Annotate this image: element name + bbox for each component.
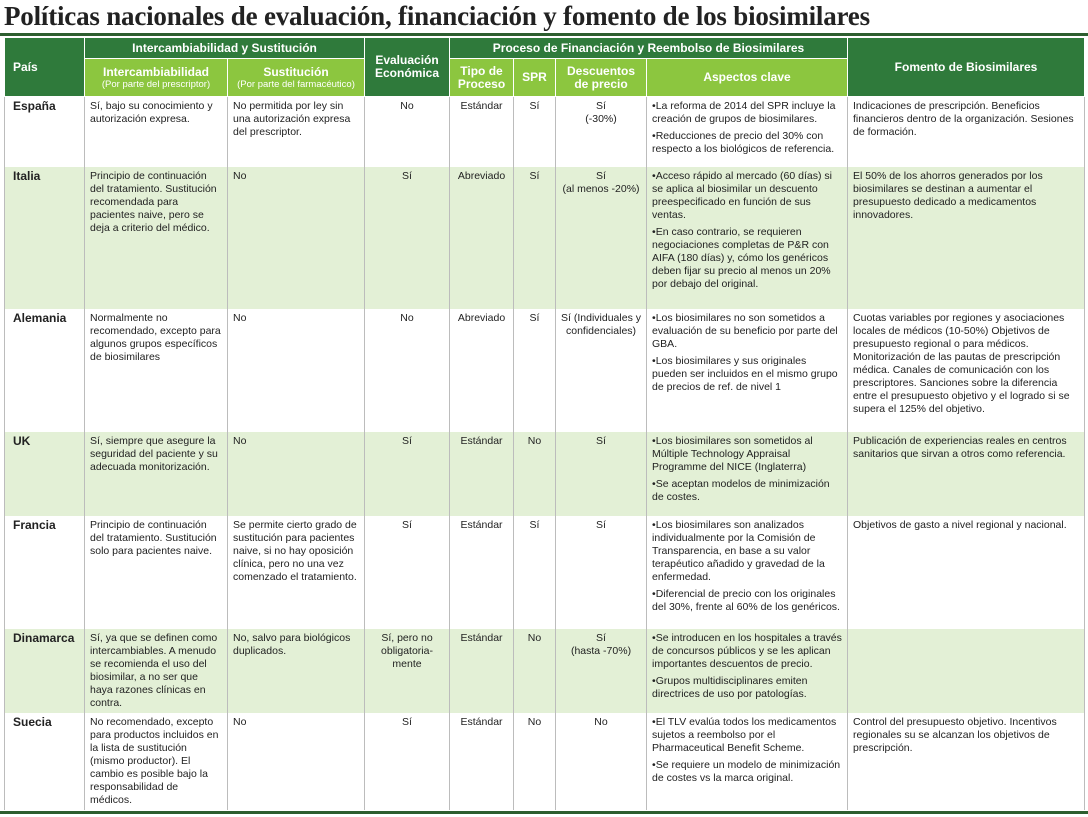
cell-aspectos <box>647 629 848 713</box>
cell-descuentos: Sí <box>556 432 647 516</box>
header-pais: País <box>5 38 85 97</box>
cell-descuentos: Sí (-30%) <box>556 97 647 167</box>
table-row <box>5 432 1085 516</box>
cell-country: Dinamarca <box>5 629 85 713</box>
cell-intercambiabilidad: Principio de continuación del tratamiento. Sustitución recomendada para pacientes naive, pero se deja a criterio del médico. <box>85 167 228 309</box>
cell-tipo: Estándar <box>450 432 514 516</box>
cell-evaluacion: Sí, pero no obligatoria- mente <box>365 629 450 713</box>
cell-aspectos <box>647 516 848 628</box>
cell-aspectos <box>647 97 848 167</box>
aspect-item: •Se aceptan modelos de minimización de costes. <box>652 478 830 504</box>
cell-tipo: Estándar <box>450 97 514 167</box>
cell-intercambiabilidad: Principio de continuación del tratamiento. Sustitución solo para pacientes naive. <box>85 516 228 628</box>
aspect-item: •Se requiere un modelo de minimización de costes vs la marca original. <box>652 758 841 784</box>
cell-evaluacion: Sí <box>365 516 450 628</box>
bottom-rule <box>0 811 1088 814</box>
cell-country: Italia <box>5 167 85 309</box>
header-aspectos: Aspectos clave <box>647 59 848 97</box>
cell-sustitucion: No permitida por ley sin una autorización expresa del prescriptor. <box>228 97 365 167</box>
header-interchange-group: Intercambiabilidad y Sustitución <box>85 38 365 59</box>
cell-tipo: Abreviado <box>450 309 514 432</box>
aspect-item: •La reforma de 2014 del SPR incluye la creación de grupos de biosimilares. <box>652 100 836 125</box>
cell-sustitucion: No <box>228 167 365 309</box>
header-intercambiabilidad <box>85 59 228 97</box>
cell-spr: Sí <box>514 97 556 167</box>
header-intercambiabilidad-note: (Por parte del prescriptor) <box>101 78 211 90</box>
cell-spr: No <box>514 629 556 713</box>
cell-aspectos <box>647 309 848 432</box>
aspect-item: •En caso contrario, se requieren negociaciones completas de P&R con AIFA (180 días) y, cómo los genéricos deben fijar su precio al menos un 20% por debajo del original. <box>652 225 831 290</box>
cell-evaluacion: Sí <box>365 713 450 810</box>
cell-spr: Sí <box>514 516 556 628</box>
cell-country: Alemania <box>5 309 85 432</box>
header-tipo: Tipo de Proceso <box>450 59 514 97</box>
cell-fomento: Indicaciones de prescripción. Beneficios financieros dentro de la organización. Sesiones de formación. <box>848 97 1085 167</box>
aspect-item: •Reducciones de precio del 30% con respecto a los biológicos de referencia. <box>652 130 835 155</box>
cell-spr: Sí <box>514 309 556 432</box>
cell-tipo: Estándar <box>450 516 514 628</box>
cell-evaluacion: Sí <box>365 432 450 516</box>
header-descuentos: Descuentos de precio <box>556 59 647 97</box>
cell-sustitucion: Se permite cierto grado de sustitución para pacientes naive, si no hay oposición clínica, pero no una vez comenzado el tratamiento. <box>228 516 365 628</box>
policy-table <box>4 37 1085 810</box>
cell-country: Suecia <box>5 713 85 810</box>
cell-descuentos: Sí <box>556 516 647 628</box>
header-sustitucion-label: Sustitución <box>263 64 329 79</box>
table-row <box>5 516 1085 628</box>
cell-country: Francia <box>5 516 85 628</box>
cell-sustitucion: No <box>228 713 365 810</box>
cell-fomento: El 50% de los ahorros generados por los biosimilares se destinan a aumentar el presupuesto dedicado a medicamentos innovadores. <box>848 167 1085 309</box>
cell-tipo: Estándar <box>450 713 514 810</box>
cell-country: UK <box>5 432 85 516</box>
header-spr: SPR <box>514 59 556 97</box>
cell-evaluacion: No <box>365 97 450 167</box>
header-fomento: Fomento de Biosimilares <box>848 38 1085 97</box>
aspect-item: •Los biosimilares son sometidos al Múltiple Technology Appraisal Programme del NICE (Inglaterra) <box>652 435 813 474</box>
page-title: Políticas nacionales de evaluación, financiación y fomento de los biosimilares <box>4 1 870 31</box>
cell-sustitucion: No, salvo para biológicos duplicados. <box>228 629 365 713</box>
cell-aspectos <box>647 432 848 516</box>
table-row <box>5 713 1085 810</box>
cell-tipo: Abreviado <box>450 167 514 309</box>
header-sustitucion-note: (Por parte del farmacéutico) <box>237 78 355 90</box>
cell-spr: No <box>514 432 556 516</box>
aspect-item: •El TLV evalúa todos los medicamentos sujetos a reembolso por el Pharmaceutical Benefit Scheme. <box>652 715 837 754</box>
cell-descuentos: Sí (Individuales y confidenciales) <box>556 309 647 432</box>
title-rule <box>0 33 1088 36</box>
aspect-item: •Los biosimilares no son sometidos a evaluación de su beneficio por parte del GBA. <box>652 311 838 350</box>
cell-spr: No <box>514 713 556 810</box>
cell-intercambiabilidad: Sí, siempre que asegure la seguridad del paciente y su adecuada monitorización. <box>85 432 228 516</box>
cell-intercambiabilidad: Sí, ya que se definen como intercambiables. A menudo se recomienda el uso del biosimilar, a no ser que haya razones clínicas en contra. <box>85 629 228 713</box>
header-intercambiabilidad-label: Intercambiabilidad <box>102 64 210 79</box>
cell-evaluacion: No <box>365 309 450 432</box>
cell-fomento: Objetivos de gasto a nivel regional y nacional. <box>848 516 1085 628</box>
cell-descuentos: Sí (al menos -20%) <box>556 167 647 309</box>
header-sustitucion <box>228 59 365 97</box>
header-evaluacion: Evaluación Económica <box>365 38 450 97</box>
table-row <box>5 309 1085 432</box>
table-row <box>5 97 1085 167</box>
aspect-item: •Los biosimilares son analizados individualmente por la Comisión de Transparencia, en base a su valor terapéutico añadido y gravedad de la enfermedad. <box>652 519 825 584</box>
aspect-item: •Se introducen en los hospitales a través de concursos públicos y se les aplican importantes descuentos de precio. <box>652 631 842 670</box>
cell-descuentos: No <box>556 713 647 810</box>
cell-intercambiabilidad: No recomendado, excepto para productos incluidos en la lista de sustitución (mismo productor). El cambio es posible bajo la responsabilidad de médicos. <box>85 713 228 810</box>
aspect-item: •Los biosimilares y sus originales pueden ser incluidos en el mismo grupo de precios de ref. de nivel 1 <box>652 354 838 393</box>
table-body <box>5 97 1085 811</box>
cell-spr: Sí <box>514 167 556 309</box>
cell-intercambiabilidad: Sí, bajo su conocimiento y autorización expresa. <box>85 97 228 167</box>
cell-sustitucion: No <box>228 309 365 432</box>
table-row <box>5 629 1085 713</box>
cell-fomento: Cuotas variables por regiones y asociaciones locales de médicos (10-50%) Objetivos de presupuesto regional o para médicos. Monitorización de las pautas de prescripción médica. Canales de comunicación con los prescriptores. Sanciones sobre la diferencia entre el presupuesto objetivo y el logrado si se supera el 125% del objetivo. <box>848 309 1085 432</box>
header-financing-group: Proceso de Financiación y Reembolso de Biosimilares <box>450 38 848 59</box>
cell-aspectos <box>647 167 848 309</box>
cell-tipo: Estándar <box>450 629 514 713</box>
cell-aspectos <box>647 713 848 810</box>
cell-intercambiabilidad: Normalmente no recomendado, excepto para algunos grupos específicos de biosimilares <box>85 309 228 432</box>
cell-descuentos: Sí (hasta -70%) <box>556 629 647 713</box>
aspect-item: •Diferencial de precio con los originales del 30%, frente al 60% de los genéricos. <box>652 588 840 614</box>
cell-sustitucion: No <box>228 432 365 516</box>
cell-fomento <box>848 629 1085 713</box>
cell-fomento: Control del presupuesto objetivo. Incentivos regionales su se alcanzan los objetivos de prescripción. <box>848 713 1085 810</box>
table-row <box>5 167 1085 309</box>
cell-fomento: Publicación de experiencias reales en centros sanitarios que sirvan a otros como referencia. <box>848 432 1085 516</box>
cell-evaluacion: Sí <box>365 167 450 309</box>
aspect-item: •Acceso rápido al mercado (60 días) si se aplica al biosimilar un descuento preespecificado en función de sus ventas. <box>652 169 832 221</box>
cell-country: España <box>5 97 85 167</box>
aspect-item: •Grupos multidisciplinares emiten directrices de uso por patologías. <box>652 674 808 700</box>
